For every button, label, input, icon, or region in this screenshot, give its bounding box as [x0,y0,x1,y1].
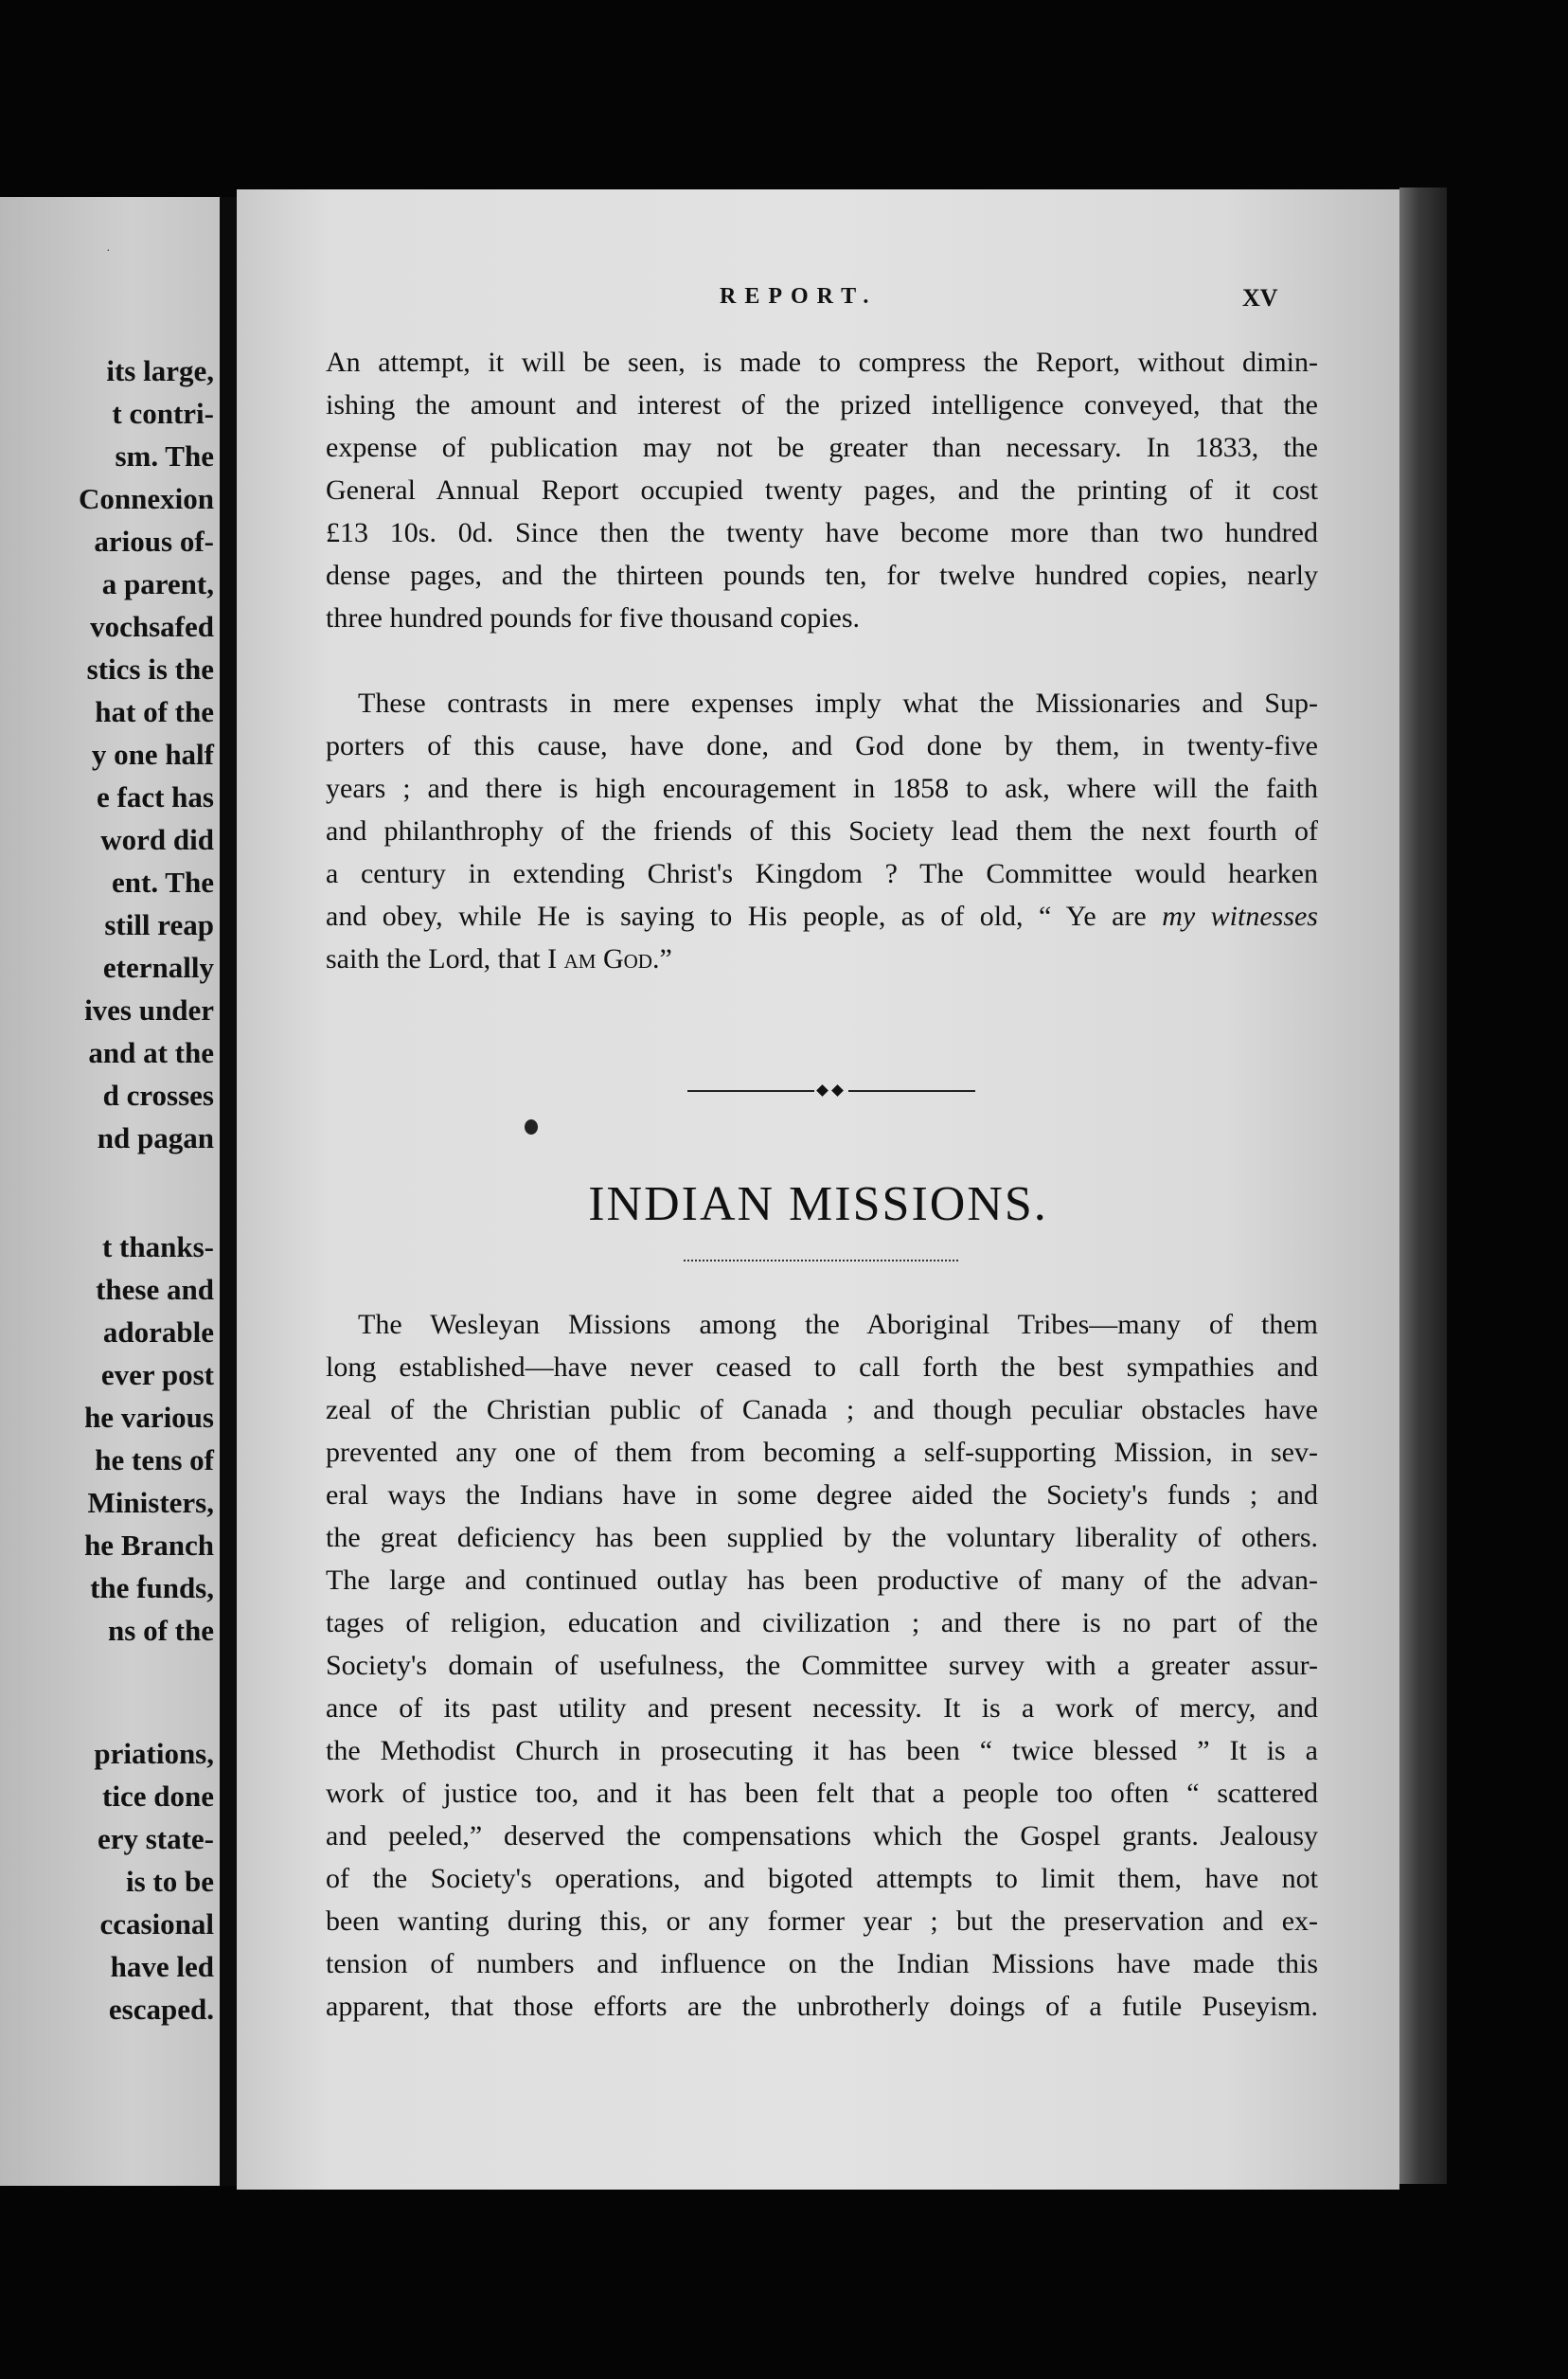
left-line: he various [84,1401,214,1434]
left-line: ent. The [112,866,214,899]
left-line: stics is the [86,653,214,686]
text-line: ance of its past utility and present necessity. It is a work of mercy, and [326,1692,1318,1724]
left-line: Connexion [79,482,214,515]
text-line: An attempt, it will be seen, is made to compress the Report, without dimin- [326,347,1318,378]
text-line: the Methodist Church in prosecuting it has been “ twice blessed ” It is a [326,1735,1318,1766]
rule-bar-left [687,1090,814,1092]
text-line [326,938,1318,980]
italic-phrase: my witnesses [1162,901,1318,932]
text-line: eral ways the Indians have in some degree aided the Society's funds ; and [326,1479,1318,1511]
page-number: XV [1242,284,1278,312]
text-line: These contrasts in mere expenses imply what the Missionaries and Sup- [358,688,1318,719]
left-line: a parent, [101,567,214,600]
left-line: he tens of [95,1443,214,1476]
book-page [237,189,1399,2190]
running-title: REPORT. [720,284,878,309]
ink-blot [525,1119,538,1135]
text-line: £13 10s. 0d. Since then the twenty have become more than two hundred [326,517,1318,548]
text-line: General Annual Report occupied twenty pages, and the printing of it cost [326,474,1318,506]
left-line: tice done [102,1780,214,1813]
text-line: expense of publication may not be greater than necessary. In 1833, the [326,432,1318,463]
left-line: ns of the [108,1614,214,1647]
left-line: and at the [88,1036,214,1069]
section-heading: INDIAN MISSIONS. [588,1177,1048,1231]
left-line: the funds, [90,1571,214,1604]
rule-dot [816,1084,829,1097]
left-line: adorable [102,1315,214,1349]
text-line: been wanting during this, or any former year ; but the preservation and ex- [326,1905,1318,1937]
left-line: word did [100,823,214,856]
text-line: tages of religion, education and civilization ; and there is no part of the [326,1607,1318,1638]
text-line: Society's domain of usefulness, the Committee survey with a greater assur- [326,1650,1318,1681]
left-line: ever post [100,1358,214,1391]
text-line: three hundred pounds for five thousand copies. [326,602,861,634]
text-line: work of justice too, and it has been felt that a people too often “ scattered [326,1778,1318,1809]
small-caps-phrase: am God [563,943,652,975]
left-line: these and [96,1273,214,1306]
text-run: .” [651,943,672,975]
text-line: a century in extending Christ's Kingdom ? The Committee would hearken [326,858,1318,889]
left-line: is to be [126,1865,214,1898]
paragraph-compress-report [326,341,1318,639]
left-line: escaped. [108,1993,214,2026]
text-run: and obey, while He is saying to His people, as of old, “ Ye are [326,901,1163,932]
text-line: and peeled,” deserved the compensations which the Gospel grants. Jealousy [326,1820,1318,1851]
left-line: have led [110,1950,214,1983]
left-line: still reap [104,908,214,941]
left-line: its large, [106,354,214,387]
text-line: The Wesleyan Missions among the Aboriginal Tribes—many of them [358,1309,1318,1340]
rule-dot [831,1084,844,1097]
text-run: saith the Lord, that I [326,943,564,975]
text-line: and philanthrophy of the friends of this Society lead them the next fourth of [326,815,1318,847]
page-block-edge [1399,188,1447,2184]
text-line: prevented any one of them from becoming a self-supporting Mission, in sev- [326,1437,1318,1468]
left-line: sm. The [115,439,214,473]
paragraph-contrasts [326,682,1318,980]
left-facing-page [0,197,220,2186]
text-line: porters of this cause, have done, and God done by them, in twenty-five [326,730,1318,761]
text-line: years ; and there is high encouragement in 1858 to ask, where will the faith [326,773,1318,804]
text-line [326,895,1318,938]
left-line: t thanks- [101,1230,214,1263]
left-line: vochsafed [90,610,214,643]
left-line: hat of the [95,695,214,728]
text-line: ishing the amount and interest of the prized intelligence conveyed, that the [326,389,1318,420]
running-head [237,284,1399,313]
left-line: priations, [94,1737,214,1770]
text-line: tension of numbers and influence on the Indian Missions have made this [326,1948,1318,1979]
left-line: d crosses [102,1079,214,1112]
left-line: ccasional [99,1907,214,1941]
rule-bar-right [848,1090,975,1092]
left-line: eternally [102,951,214,984]
left-line: nd pagan [97,1121,214,1154]
left-line: t contri- [112,397,214,430]
text-line: of the Society's operations, and bigoted attempts to limit them, have not [326,1863,1318,1894]
left-line: y one half [91,738,214,771]
left-line: arious of- [94,525,214,558]
left-line: Ministers, [87,1486,214,1519]
text-line: The large and continued outlay has been productive of many of the advan- [326,1565,1318,1596]
text-line: long established—have never ceased to call forth the best sympathies and [326,1351,1318,1383]
dotted-rule [684,1260,958,1261]
text-line: zeal of the Christian public of Canada ; and though peculiar obstacles have [326,1394,1318,1425]
left-line: ives under [84,993,214,1027]
left-line: e fact has [97,780,214,814]
text-line: dense pages, and the thirteen pounds ten, for twelve hundred copies, nearly [326,560,1318,591]
text-line: the great deficiency has been supplied by the voluntary liberality of others. [326,1522,1318,1553]
book-gutter [220,197,237,2186]
left-line: ery state- [97,1822,214,1855]
left-line: he Branch [84,1529,214,1562]
ornamental-rule [687,1082,975,1100]
paragraph-indian-missions [326,1303,1318,2028]
smudge-mark: · [106,244,111,259]
text-line: apparent, that those efforts are the unbrotherly doings of a futile Puseyism. [326,1991,1318,2022]
